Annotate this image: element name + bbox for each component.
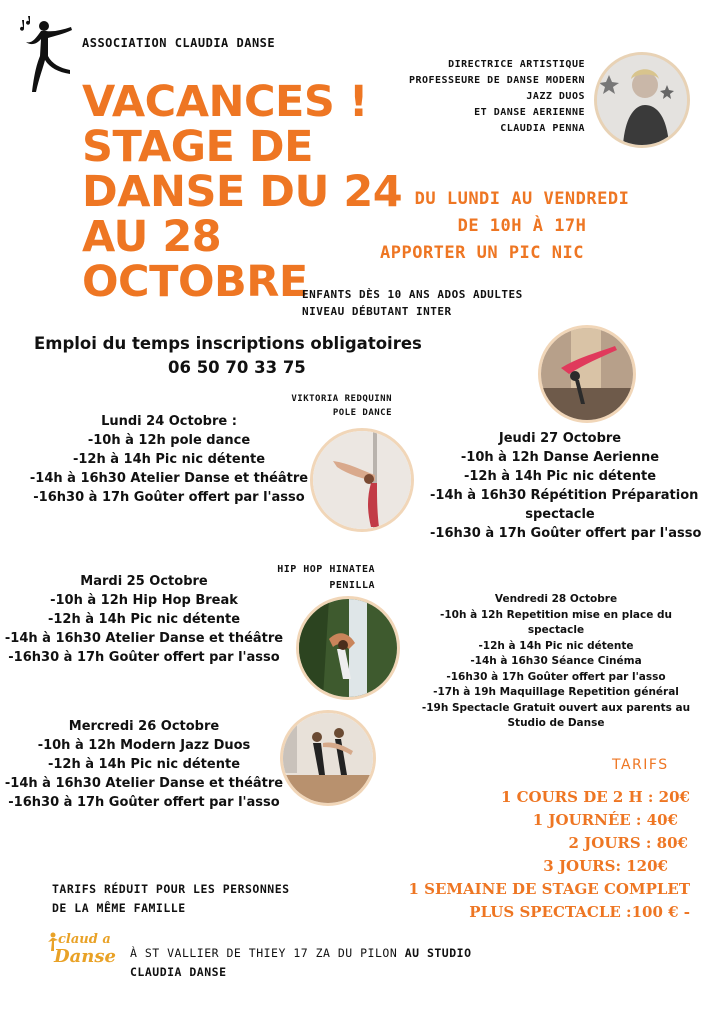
tarif-line: 1 JOURNÉE : 40€ bbox=[532, 811, 678, 829]
title-line: VACANCES ! bbox=[82, 77, 368, 127]
director-line: JAZZ DUOS bbox=[526, 91, 585, 102]
schedule-item: -16h30 à 17h Goûter offert par l'asso bbox=[446, 670, 666, 683]
director-photo bbox=[594, 52, 690, 148]
modern-jazz-photo bbox=[280, 710, 376, 806]
director-portrait-icon bbox=[597, 55, 687, 145]
schedule-item: -16h30 à 17h Goûter offert par l'asso bbox=[430, 526, 702, 541]
schedule-item: -16h30 à 17h Goûter offert par l'asso bbox=[8, 795, 280, 810]
teacher-discipline: PENILLA bbox=[329, 580, 375, 591]
teacher-discipline: POLE DANCE bbox=[332, 408, 392, 418]
address-studio: AU STUDIO bbox=[404, 946, 472, 960]
title-line: AU 28 bbox=[82, 212, 222, 262]
title-line: DANSE DU 24 bbox=[82, 167, 403, 217]
reduced-tarif-note bbox=[52, 880, 290, 918]
schedule-item: -10h à 12h Repetition mise en place du bbox=[439, 608, 673, 621]
wednesday-schedule bbox=[4, 717, 284, 812]
tarif-line: PLUS SPECTACLE :100 € - bbox=[469, 903, 690, 921]
day-title: Mardi 25 Octobre bbox=[80, 574, 208, 589]
aerial-dance-photo bbox=[538, 325, 636, 423]
studio-logo bbox=[44, 930, 114, 974]
schedule-item: -14h à 16h30 Séance Cinéma bbox=[470, 655, 642, 667]
schedule-item: -12h à 14h Pic nic détente bbox=[47, 757, 241, 772]
schedule-item: -19h Spectacle Gratuit ouvert aux parents au bbox=[421, 701, 691, 714]
tarif-line: 3 JOURS: 120€ bbox=[543, 857, 668, 875]
registration-title: Emploi du temps inscriptions obligatoires bbox=[34, 334, 422, 353]
schedule-item: -16h30 à 17h Goûter offert par l'asso bbox=[8, 650, 280, 665]
tarif-line: 1 SEMAINE DE STAGE COMPLET bbox=[408, 880, 690, 898]
reduced-line: TARIFS RÉDUIT POUR LES PERSONNES bbox=[52, 882, 290, 896]
schedule-item: -12h à 14h Pic nic détente bbox=[47, 612, 241, 627]
monday-schedule bbox=[20, 412, 318, 507]
schedule-item: spectacle bbox=[525, 507, 595, 522]
director-line: DIRECTRICE ARTISTIQUE bbox=[448, 59, 585, 70]
tarif-line: 2 JOURS : 80€ bbox=[568, 834, 688, 852]
audience-info bbox=[302, 286, 523, 320]
registration-phone[interactable]: 06 50 70 33 75 bbox=[168, 358, 306, 377]
tarifs-list bbox=[390, 786, 690, 924]
director-line: CLAUDIA PENNA bbox=[500, 123, 585, 134]
tuesday-schedule bbox=[4, 572, 284, 667]
schedule-item: -10h à 12h Modern Jazz Duos bbox=[37, 738, 251, 753]
event-title bbox=[82, 77, 403, 307]
schedule-item: -12h à 14h Pic nic détente bbox=[478, 639, 634, 652]
director-line: ET DANSE AERIENNE bbox=[474, 107, 585, 118]
schedule-item: spectacle bbox=[527, 624, 585, 636]
teacher-name: VIKTORIA REDQUINN bbox=[291, 394, 392, 404]
day-title: Lundi 24 Octobre : bbox=[101, 414, 237, 429]
schedule-item: Studio de Danse bbox=[507, 717, 605, 729]
address bbox=[130, 944, 472, 982]
reduced-line: DE LA MÊME FAMILLE bbox=[52, 901, 186, 915]
day-title: Vendredi 28 Octobre bbox=[494, 593, 618, 605]
schedule-item: -14h à 16h30 Atelier Danse et théâtre bbox=[29, 471, 309, 486]
schedule-item: -10h à 12h Danse Aerienne bbox=[460, 450, 660, 465]
schedule-item: -14h à 16h30 Atelier Danse et théâtre bbox=[4, 631, 284, 646]
schedule-picnic: APPORTER UN PIC NIC bbox=[380, 243, 584, 263]
schedule-item: -10h à 12h Hip Hop Break bbox=[50, 593, 238, 608]
schedule-item: -12h à 14h Pic nic détente bbox=[72, 452, 266, 467]
logo-text-bottom: Danse bbox=[54, 946, 116, 967]
schedule-item: -12h à 14h Pic nic détente bbox=[463, 469, 657, 484]
tarif-line: 1 COURS DE 2 H : 20€ bbox=[500, 788, 690, 806]
audience-line: NIVEAU DÉBUTANT INTER bbox=[302, 305, 452, 318]
address-location: À ST VALLIER DE THIEY 17 ZA DU PILON bbox=[130, 946, 405, 960]
day-title: Mercredi 26 Octobre bbox=[68, 719, 220, 734]
day-title: Jeudi 27 Octobre bbox=[498, 431, 622, 446]
hiphop-photo bbox=[296, 596, 400, 700]
address-line: CLAUDIA DANSE bbox=[130, 965, 227, 979]
schedule-days: DU LUNDI AU VENDREDI bbox=[414, 189, 630, 209]
schedule-item: -10h à 12h pole dance bbox=[87, 433, 251, 448]
address-line bbox=[130, 944, 472, 963]
schedule-item: -17h à 19h Maquillage Repetition général bbox=[433, 686, 679, 698]
schedule-info bbox=[372, 186, 672, 267]
logo-dancer-icon bbox=[46, 932, 60, 952]
teacher-name: HIP HOP HINATEA bbox=[277, 564, 375, 575]
audience-line: ENFANTS DÈS 10 ANS ADOS ADULTES bbox=[302, 288, 523, 301]
schedule-hours: DE 10H À 17H bbox=[457, 216, 587, 236]
schedule-item: -14h à 16h30 Répétition Préparation bbox=[430, 488, 699, 503]
dancer-silhouette-icon bbox=[14, 12, 76, 98]
pole-dance-photo bbox=[310, 428, 414, 532]
thursday-schedule bbox=[430, 429, 702, 543]
title-line: OCTOBRE bbox=[82, 257, 308, 307]
friday-schedule bbox=[408, 592, 704, 732]
logo-text-top: claud a bbox=[58, 932, 111, 947]
director-line: PROFESSEURE DE DANSE MODERN bbox=[408, 75, 585, 86]
association-name: ASSOCIATION CLAUDIA DANSE bbox=[82, 36, 276, 50]
title-line: STAGE DE bbox=[82, 122, 313, 172]
tarifs-heading: TARIFS bbox=[612, 757, 669, 773]
schedule-item: -16h30 à 17h Goûter offert par l'asso bbox=[33, 490, 305, 505]
schedule-item: -14h à 16h30 Atelier Danse et théâtre bbox=[4, 776, 284, 791]
